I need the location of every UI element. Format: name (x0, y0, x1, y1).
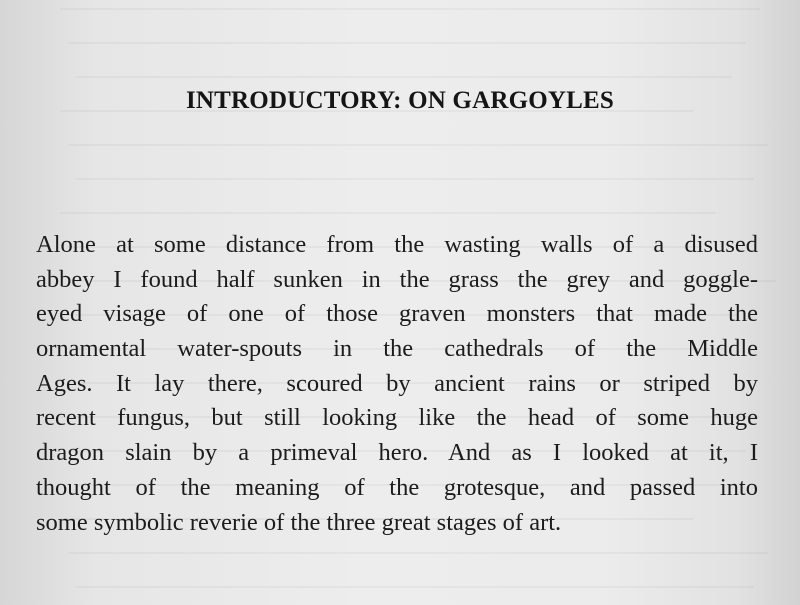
paragraph-line: thought of the meaning of the grotesque, and passed into (36, 473, 758, 501)
paragraph-line: Alone at some distance from the wasting walls of a disused (36, 231, 758, 258)
paragraph-line: dragon slain by a primeval hero. And as I looked at it, I (36, 439, 758, 467)
paragraph-line: some symbolic reverie of the three great stages of art. (36, 508, 562, 536)
paragraph-line: recent fungus, but still looking like the head of some huge (36, 404, 758, 432)
chapter-title: INTRODUCTORY: ON GARGOYLES (185, 87, 614, 114)
paragraph-line: ornamental water-spouts in the cathedrals of the Middle (36, 335, 758, 363)
paragraph-line: Ages. It lay there, scoured by ancient rains or striped by (36, 369, 758, 397)
paragraph-line: abbey I found half sunken in the grass the grey and goggle- (36, 265, 758, 293)
paragraph-line: eyed visage of one of those graven monsters that made the (36, 300, 758, 328)
body-paragraph (36, 228, 758, 540)
